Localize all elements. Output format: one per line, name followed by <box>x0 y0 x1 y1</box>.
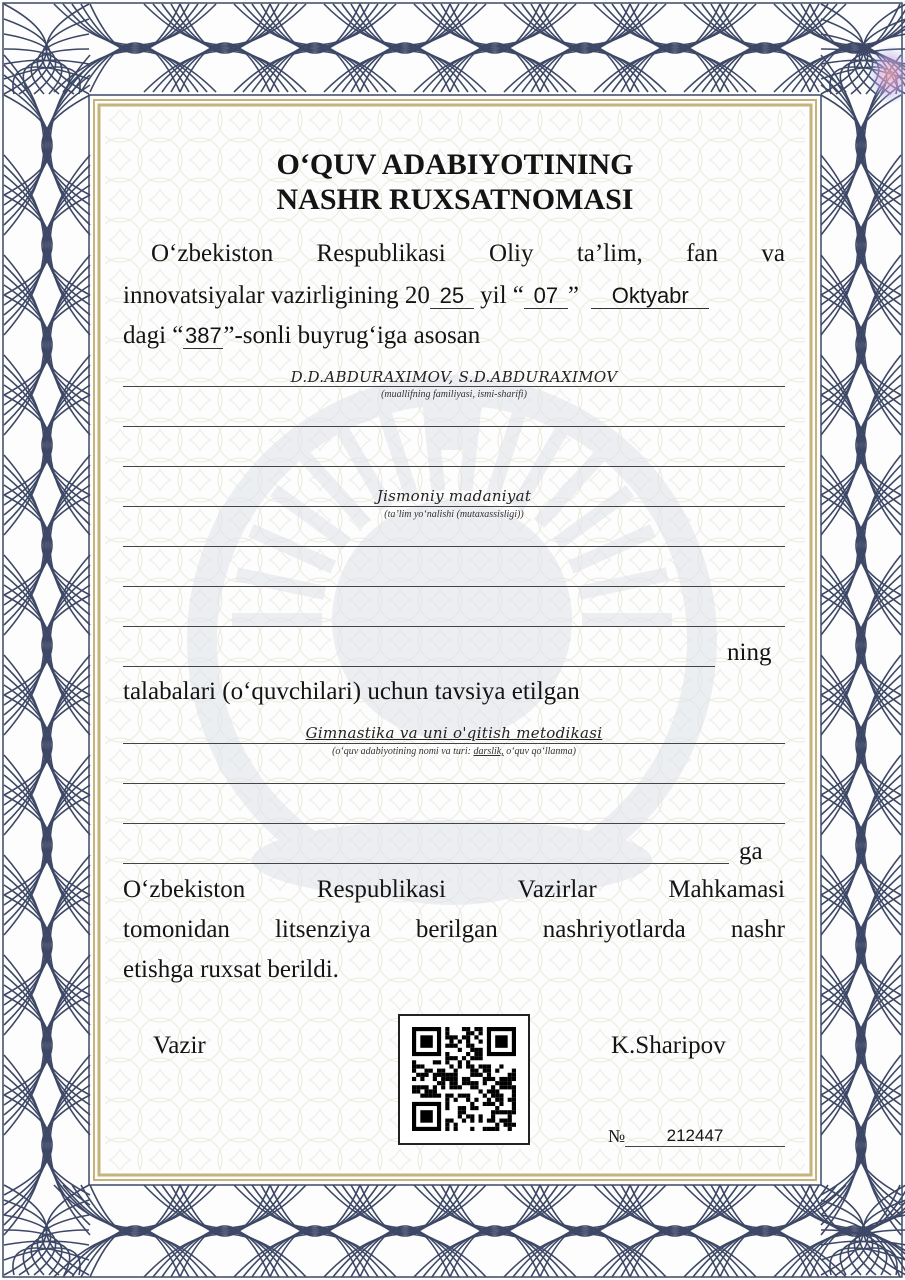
qr-module <box>479 1056 483 1060</box>
qr-module <box>449 1035 453 1039</box>
specialty-line <box>123 506 785 507</box>
qr-module <box>487 1102 491 1106</box>
qr-module <box>495 1123 499 1127</box>
qr-module <box>445 1073 449 1077</box>
qr-module <box>474 1106 478 1110</box>
qr-module <box>483 1102 487 1106</box>
qr-module <box>491 1094 495 1098</box>
intro-line-2 <box>123 282 785 310</box>
qr-module <box>499 1085 503 1089</box>
qr-module <box>462 1094 466 1098</box>
author-line <box>123 386 785 387</box>
word: litsenziya <box>274 916 371 943</box>
qr-module <box>445 1056 449 1060</box>
qr-finder <box>420 1035 432 1047</box>
qr-module <box>433 1089 437 1093</box>
qr-module <box>487 1077 491 1081</box>
qr-module <box>449 1073 453 1077</box>
qr-module <box>495 1110 499 1114</box>
qr-module <box>445 1098 449 1102</box>
word: Respublikasi <box>316 876 446 903</box>
text: ”-sonli buyrug‘iga asosan <box>223 322 481 349</box>
qr-module <box>470 1119 474 1123</box>
qr-module <box>466 1035 470 1039</box>
book-line <box>123 743 785 744</box>
qr-code-icon <box>412 1027 516 1131</box>
qr-module <box>445 1077 449 1081</box>
qr-module <box>470 1056 474 1060</box>
qr-module <box>424 1069 428 1073</box>
qr-module <box>449 1119 453 1123</box>
qr-module <box>449 1085 453 1089</box>
qr-module <box>479 1039 483 1043</box>
qr-module <box>462 1027 466 1031</box>
qr-module <box>420 1085 424 1089</box>
qr-module <box>495 1089 499 1093</box>
qr-module <box>420 1094 424 1098</box>
qr-module <box>479 1089 483 1093</box>
qr-module <box>512 1069 516 1073</box>
qr-module <box>504 1077 508 1081</box>
specialty-caption: (ta’lim yo‘nalishi (mutaxassisligi)) <box>384 509 524 520</box>
recommended-text: talabalari (o‘quvchilari) uchun tavsiya etilgan <box>123 678 580 705</box>
qr-module <box>508 1127 512 1131</box>
intro-line-1 <box>151 240 785 268</box>
word: Mahkamasi <box>668 876 785 903</box>
qr-module <box>433 1094 437 1098</box>
text: o‘quv qo‘llanma) <box>503 746 576 757</box>
qr-module <box>462 1106 466 1110</box>
qr-module <box>487 1089 491 1093</box>
ga-suffix: ga <box>739 838 763 865</box>
qr-module <box>454 1073 458 1077</box>
signatory-name: K.Sharipov <box>611 1032 726 1059</box>
qr-module <box>433 1060 437 1064</box>
qr-module <box>479 1048 483 1052</box>
qr-module <box>466 1039 470 1043</box>
qr-module <box>462 1119 466 1123</box>
qr-module <box>429 1089 433 1093</box>
title-line-2: NASHR RUXSATNOMASI <box>276 183 634 216</box>
word: ta’lim, <box>576 240 643 267</box>
ning-suffix: ning <box>727 639 772 666</box>
qr-module <box>508 1114 512 1118</box>
qr-module <box>479 1114 483 1118</box>
qr-module <box>512 1085 516 1089</box>
specialty-value: Jismoniy madaniyat <box>376 487 532 505</box>
qr-module <box>483 1127 487 1131</box>
qr-module <box>466 1094 470 1098</box>
qr-module <box>441 1081 445 1085</box>
intro-line-3 <box>123 322 785 350</box>
qr-module <box>454 1081 458 1085</box>
qr-module <box>454 1035 458 1039</box>
qr-module <box>512 1102 516 1106</box>
qr-module <box>454 1127 458 1131</box>
qr-module <box>420 1077 424 1081</box>
qr-module <box>462 1110 466 1114</box>
qr-module <box>466 1077 470 1081</box>
author-value: D.D.ABDURAXIMOV, S.D.ABDURAXIMOV <box>290 368 618 386</box>
qr-module <box>412 1064 416 1068</box>
qr-module <box>458 1106 462 1110</box>
qr-module <box>462 1081 466 1085</box>
qr-module <box>433 1085 437 1089</box>
qr-module <box>508 1077 512 1081</box>
qr-module <box>454 1069 458 1073</box>
qr-module <box>412 1085 416 1089</box>
qr-module <box>487 1069 491 1073</box>
qr-module <box>458 1039 462 1043</box>
qr-module <box>466 1114 470 1118</box>
qr-module <box>487 1119 491 1123</box>
qr-module <box>445 1123 449 1127</box>
qr-module <box>474 1048 478 1052</box>
closing-line-2 <box>123 916 785 944</box>
qr-module <box>474 1027 478 1031</box>
qr-module <box>504 1110 508 1114</box>
qr-module <box>466 1060 470 1064</box>
text: (o‘quv adabiyotining nomi va turi: <box>332 746 474 757</box>
qr-module <box>504 1081 508 1085</box>
qr-module <box>412 1077 416 1081</box>
blank-line <box>123 586 785 587</box>
qr-module <box>454 1085 458 1089</box>
qr-module <box>416 1085 420 1089</box>
title-line-1: O‘QUV ADABIYOTINING <box>276 148 634 181</box>
blank-line <box>123 823 785 824</box>
qr-module <box>479 1119 483 1123</box>
qr-module <box>487 1064 491 1068</box>
qr-module <box>508 1110 512 1114</box>
signatory-position: Vazir <box>153 1032 206 1059</box>
blank-line <box>123 426 785 427</box>
qr-module <box>470 1031 474 1035</box>
qr-module <box>495 1069 499 1073</box>
qr-module <box>458 1048 462 1052</box>
qr-module <box>499 1064 503 1068</box>
qr-module <box>454 1098 458 1102</box>
qr-module <box>466 1027 470 1031</box>
qr-module <box>445 1060 449 1064</box>
qr-module <box>433 1073 437 1077</box>
qr-module <box>445 1102 449 1106</box>
qr-module <box>495 1106 499 1110</box>
qr-module <box>474 1085 478 1089</box>
number-line <box>625 1146 785 1147</box>
qr-module <box>449 1056 453 1060</box>
qr-module <box>441 1077 445 1081</box>
qr-module <box>479 1073 483 1077</box>
qr-module <box>466 1081 470 1085</box>
blank-line <box>123 783 785 784</box>
qr-module <box>499 1102 503 1106</box>
blank-line <box>123 546 785 547</box>
book-title: Gimnastika va uni o'qitish metodikasi <box>305 724 603 742</box>
qr-module <box>499 1077 503 1081</box>
qr-module <box>470 1085 474 1089</box>
qr-module <box>445 1027 449 1031</box>
closing-line-1 <box>123 876 785 904</box>
qr-module <box>462 1077 466 1081</box>
qr-module <box>449 1039 453 1043</box>
qr-module <box>429 1094 433 1098</box>
qr-module <box>512 1077 516 1081</box>
qr-module <box>454 1044 458 1048</box>
qr-module <box>508 1073 512 1077</box>
qr-module <box>508 1119 512 1123</box>
ga-line <box>123 863 729 864</box>
qr-module <box>508 1085 512 1089</box>
qr-module <box>429 1069 433 1073</box>
qr-module <box>424 1073 428 1077</box>
word: Respublikasi <box>316 240 446 267</box>
word: fan <box>686 240 719 267</box>
ning-line <box>123 666 715 667</box>
qr-module <box>479 1052 483 1056</box>
qr-module <box>458 1114 462 1118</box>
qr-module <box>483 1069 487 1073</box>
author-caption: (muallifning familiyasi, ismi-sharifi) <box>381 389 527 400</box>
qr-module <box>420 1073 424 1077</box>
qr-module <box>466 1064 470 1068</box>
qr-module <box>479 1027 483 1031</box>
qr-module <box>470 1069 474 1073</box>
qr-module <box>462 1035 466 1039</box>
qr-module <box>495 1081 499 1085</box>
day-field: 07 <box>524 284 568 309</box>
qr-module <box>424 1094 428 1098</box>
qr-module <box>466 1031 470 1035</box>
book-value <box>123 724 785 742</box>
word: nashriyotlarda <box>542 916 686 943</box>
qr-module <box>424 1089 428 1093</box>
qr-module <box>483 1064 487 1068</box>
qr-module <box>449 1081 453 1085</box>
qr-module <box>474 1081 478 1085</box>
qr-module <box>474 1056 478 1060</box>
qr-module <box>445 1052 449 1056</box>
qr-code-box[interactable] <box>398 1014 530 1145</box>
qr-module <box>437 1094 441 1098</box>
qr-module <box>437 1069 441 1073</box>
qr-module <box>416 1064 420 1068</box>
qr-module <box>454 1056 458 1060</box>
year-field: 25 <box>430 284 474 309</box>
qr-module <box>504 1123 508 1127</box>
qr-module <box>470 1127 474 1131</box>
qr-module <box>491 1085 495 1089</box>
qr-module <box>458 1060 462 1064</box>
qr-module <box>495 1127 499 1131</box>
qr-module <box>512 1094 516 1098</box>
closing-line-3: etishga ruxsat berildi. <box>123 956 339 983</box>
qr-module <box>512 1098 516 1102</box>
qr-module <box>424 1085 428 1089</box>
qr-module <box>491 1102 495 1106</box>
word: Vazirlar <box>517 876 597 903</box>
qr-module <box>495 1098 499 1102</box>
qr-module <box>499 1081 503 1085</box>
qr-module <box>416 1073 420 1077</box>
qr-module <box>412 1069 416 1073</box>
book-caption <box>123 746 785 757</box>
qr-module <box>499 1119 503 1123</box>
qr-module <box>458 1085 462 1089</box>
qr-module <box>470 1064 474 1068</box>
qr-module <box>437 1073 441 1077</box>
qr-module <box>491 1110 495 1114</box>
word: tomonidan <box>123 916 230 943</box>
qr-module <box>466 1044 470 1048</box>
qr-module <box>454 1123 458 1127</box>
qr-module <box>499 1094 503 1098</box>
number-symbol: № <box>608 1126 626 1146</box>
qr-module <box>449 1094 453 1098</box>
qr-module <box>449 1077 453 1081</box>
qr-module <box>441 1073 445 1077</box>
qr-module <box>487 1073 491 1077</box>
word: O‘zbekiston <box>123 876 246 903</box>
qr-module <box>449 1064 453 1068</box>
book-type: darslik, <box>473 746 504 757</box>
qr-module <box>483 1081 487 1085</box>
qr-module <box>437 1060 441 1064</box>
qr-module <box>445 1044 449 1048</box>
qr-module <box>470 1044 474 1048</box>
qr-module <box>466 1098 470 1102</box>
word: Oliy <box>489 240 534 267</box>
qr-module <box>504 1119 508 1123</box>
qr-module <box>445 1127 449 1131</box>
qr-module <box>512 1106 516 1110</box>
qr-module <box>441 1085 445 1089</box>
qr-module <box>483 1077 487 1081</box>
qr-module <box>466 1052 470 1056</box>
blank-line <box>123 466 785 467</box>
qr-module <box>445 1106 449 1110</box>
qr-module <box>508 1098 512 1102</box>
qr-module <box>445 1094 449 1098</box>
qr-module <box>445 1035 449 1039</box>
qr-module <box>479 1031 483 1035</box>
qr-module <box>458 1094 462 1098</box>
qr-module <box>470 1048 474 1052</box>
qr-module <box>512 1123 516 1127</box>
qr-module <box>474 1035 478 1039</box>
qr-module <box>508 1123 512 1127</box>
qr-module <box>474 1098 478 1102</box>
qr-module <box>483 1094 487 1098</box>
qr-module <box>499 1098 503 1102</box>
qr-module <box>412 1060 416 1064</box>
qr-module <box>491 1119 495 1123</box>
qr-module <box>479 1064 483 1068</box>
month-field: Oktyabr <box>591 284 709 309</box>
qr-module <box>470 1106 474 1110</box>
certificate-number: 212447 <box>666 1126 724 1145</box>
qr-module <box>470 1081 474 1085</box>
qr-module <box>458 1064 462 1068</box>
qr-finder <box>495 1035 507 1047</box>
qr-module <box>495 1094 499 1098</box>
qr-module <box>412 1089 416 1093</box>
qr-module <box>499 1110 503 1114</box>
certificate-paper <box>105 110 805 1170</box>
qr-module <box>491 1089 495 1093</box>
qr-module <box>470 1073 474 1077</box>
qr-module <box>454 1077 458 1081</box>
qr-module <box>512 1110 516 1114</box>
qr-module <box>437 1081 441 1085</box>
qr-module <box>491 1114 495 1118</box>
qr-module <box>441 1069 445 1073</box>
qr-module <box>508 1081 512 1085</box>
text: ” <box>567 282 579 309</box>
word: berilgan <box>415 916 498 943</box>
qr-module <box>487 1098 491 1102</box>
qr-module <box>458 1110 462 1114</box>
qr-module <box>470 1102 474 1106</box>
qr-module <box>420 1064 424 1068</box>
blank-line <box>123 626 785 627</box>
qr-module <box>504 1085 508 1089</box>
qr-module <box>470 1114 474 1118</box>
qr-module <box>512 1073 516 1077</box>
qr-module <box>433 1077 437 1081</box>
qr-module <box>491 1127 495 1131</box>
qr-module <box>474 1073 478 1077</box>
qr-finder <box>420 1110 432 1122</box>
text: innovatsiyalar vazirligining 20 <box>123 282 430 309</box>
word: O‘zbekiston <box>151 240 274 267</box>
word: nashr <box>730 916 785 943</box>
qr-module <box>445 1119 449 1123</box>
qr-module <box>487 1127 491 1131</box>
text: yil “ <box>473 282 524 309</box>
qr-module <box>491 1077 495 1081</box>
qr-module <box>445 1031 449 1035</box>
qr-module <box>512 1089 516 1093</box>
qr-module <box>462 1056 466 1060</box>
qr-module <box>449 1044 453 1048</box>
order-number-field: 387 <box>185 323 222 348</box>
qr-module <box>474 1069 478 1073</box>
qr-module <box>416 1089 420 1093</box>
word: va <box>761 240 785 267</box>
text: dagi “ <box>123 322 184 349</box>
qr-module <box>474 1052 478 1056</box>
